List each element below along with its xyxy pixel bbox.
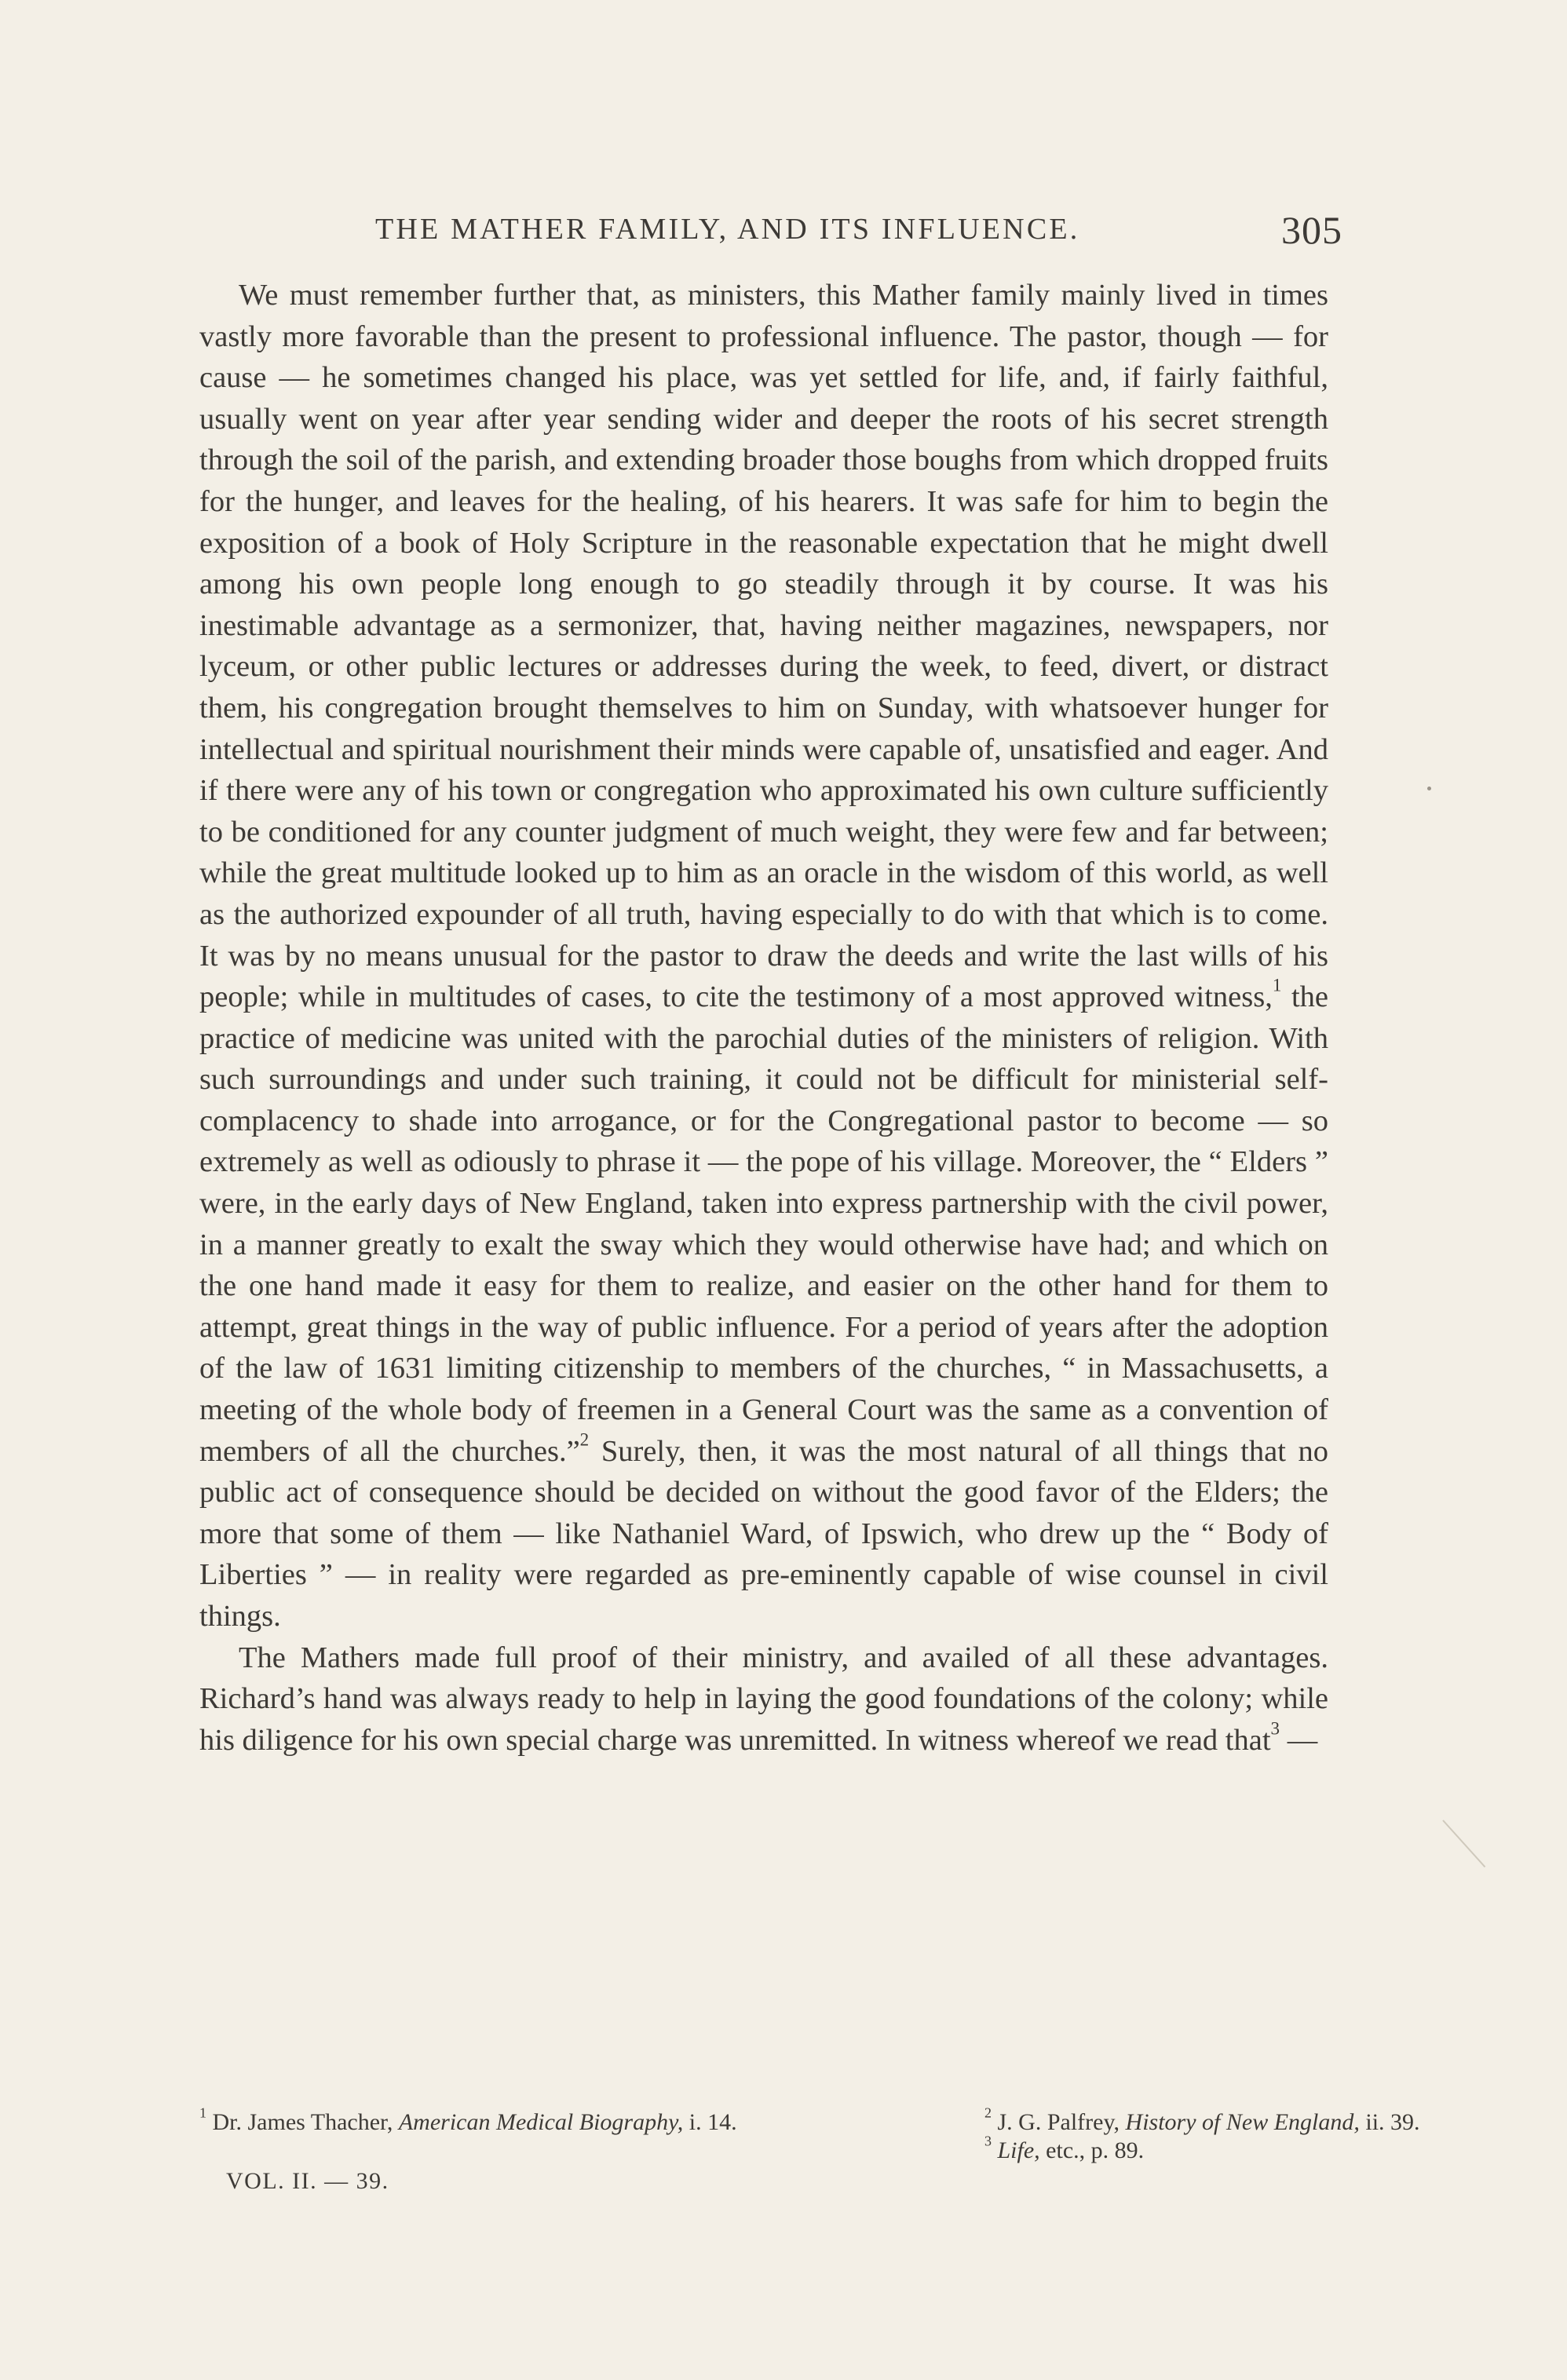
text-run: the practice of medicine was united with the parochial duties of the ministers of religion. With such surroundings and under such training, it could not be difficult for ministerial self-complacency to shade into arrogance, or for the Congregational pastor to become — so extremely as well as odiously to phrase it — the pope of his village. Moreover, the “ Elders ” were, in the early days of New England, taken into express partnership with the civil power, in a manner greatly to exalt the sway which they would otherwise have had; and which on the one hand made it easy for them to realize, and easier on the other hand for them to attempt, great things in the way of public influence. For a period of years after the adoption of the law of 1631 limiting citizenship to members of the churches, “ in Massachusetts, a meeting of the whole body of freemen in a General Court was the same as a convention of members of all the churches.” [199,980,1328,1468]
text-run: The Mathers made full proof of their ministry, and availed of all these advantages. Richard’s hand was always ready to help in laying the good foundations of the colony; while his diligence for his own special charge was unremitted. In witness whereof we read that [199,1641,1328,1757]
footnote-line [199,2104,780,2137]
footnote-text: Dr. James Thacher, [212,2109,393,2135]
page-number: 305 [1281,208,1342,252]
text-run: — [1280,1723,1318,1757]
page-header [199,207,1342,254]
text-run: Surely, then, it was the most natural of all things that no public act of consequence should be decided on without the good favor of the Elders; the more that some of them — like Nathaniel Ward, of Ipswich, who drew up the “ Body of Liberties ” — in reality were regarded as pre-eminently capable of wise counsel in civil things. [199,1434,1329,1633]
footnote-3 [984,2133,1330,2165]
footnote-ref: etc., p. 89. [1046,2137,1145,2163]
footnote-reference: 2 [579,1429,590,1449]
footnote-1 [199,2104,780,2137]
paragraph [199,275,1328,1637]
footnotes [199,2104,1420,2163]
body-text [199,275,1328,1761]
footnotes-right [984,2104,1420,2165]
paper-crease [1442,1820,1485,1867]
footnote-ref: i. 14. [689,2109,737,2135]
paper-spot [1427,787,1431,790]
footnote-ref: ii. 39. [1365,2109,1420,2135]
paragraph [199,1637,1328,1761]
footnote-text: J. G. Palfrey, [997,2109,1120,2135]
footnote-title: History of New England, [1125,2109,1360,2135]
footnote-reference: 3 [1270,1717,1280,1739]
running-head: THE MATHER FAMILY, AND ITS INFLUENCE. [375,213,1080,246]
footnote-reference: 1 [1272,974,1282,995]
footnote-mark: 2 [984,2104,992,2121]
footnote-mark: 3 [984,2133,992,2149]
footnote-title: Life, [997,2137,1040,2163]
footnote-mark: 1 [199,2104,206,2121]
footnote-title: American Medical Biography, [398,2109,684,2135]
signature-mark: VOL. II. — 39. [226,2168,389,2194]
text-run: We must remember further that, as ministers, this Mather family mainly lived in times vastly more favorable than the present to professional influence. The pastor, though — for cause — he sometimes changed his place, was yet settled for life, and, if fairly faithful, usually went on year after year sending wider and deeper the roots of his secret strength through the soil of the parish, and extending broader those boughs from which dropped fruits for the hunger, and leaves for the healing, of his hearers. It was safe for him to begin the exposition of a book of Holy Scripture in the reasonable expectation that he might dwell among his own people long enough to go steadily through it by course. It was his inestimable advantage as a sermonizer, that, having neither magazines, newspapers, nor lyceum, or other public lectures or addresses during the week, to feed, divert, or distract them, his congregation brought themselves to him on Sunday, with whatsoever hunger for intellectual and spiritual nourishment their minds were capable of, unsatisfied and eager. And if there were any of his town or congregation who approximated his own culture sufficiently to be conditioned for any counter judgment of much weight, they were few and far between; while the great multitude looked up to him as an oracle in the wisdom of this world, as well as the authorized expounder of all truth, having especially to do with that which is to come. It was by no means unusual for the pastor to draw the deeds and write the last wills of his people; while in multitudes of cases, to cite the testimony of a most approved witness, [199,279,1328,1014]
footnote-2 [984,2104,1420,2137]
